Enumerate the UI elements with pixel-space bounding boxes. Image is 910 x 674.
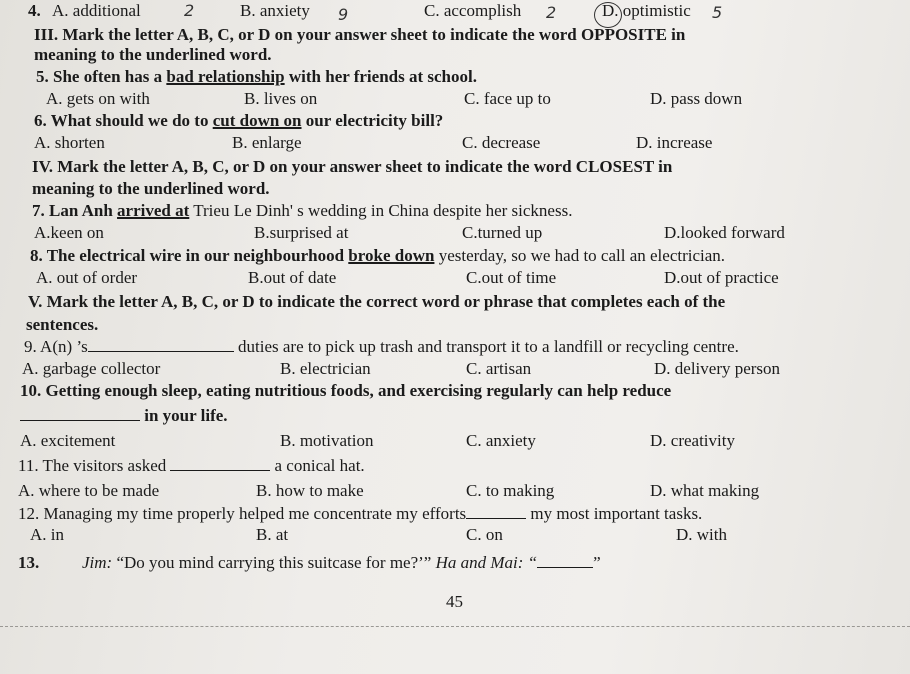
section-iii-heading: III. Mark the letter A, B, C, or D on your answer sheet to indicate the word OPPOSITE in xyxy=(34,25,686,44)
q8-option-c: C.out of time xyxy=(466,268,557,287)
q10-option-b: B. motivation xyxy=(280,431,374,450)
underlined-word: bad relationship xyxy=(166,67,285,86)
q7-option-b: B.surprised at xyxy=(254,223,349,242)
q10-stem-cont: in your life. xyxy=(0,405,910,429)
section-iv-heading: IV. Mark the letter A, B, C, or D on your answer sheet to indicate the word CLOSEST in xyxy=(32,157,673,176)
q8-options xyxy=(0,267,910,291)
q9-option-c: C. artisan xyxy=(466,359,532,378)
q9-option-b: B. electrician xyxy=(280,359,371,378)
q10-stem: 10. Getting enough sleep, eating nutritious foods, and exercising regularly can help reduce xyxy=(20,381,672,400)
q9-option-d: D. delivery person xyxy=(654,359,781,378)
q7-option-a: A.keen on xyxy=(34,223,104,242)
q13-number: 13. xyxy=(18,553,40,572)
section-iv-heading-cont: meaning to the underlined word. xyxy=(32,179,270,198)
q5-option-a: A. gets on with xyxy=(46,89,150,108)
handwritten-mark: 2 xyxy=(546,3,557,22)
q8-option-a: A. out of order xyxy=(36,268,138,287)
q6-options xyxy=(0,132,910,156)
q5-option-b: B. lives on xyxy=(244,89,318,108)
q4-option-a: A. additional xyxy=(52,1,141,20)
q10-options xyxy=(0,430,910,454)
q12-option-d: D. with xyxy=(676,525,727,544)
q8-option-d: D.out of practice xyxy=(664,268,779,287)
q11-option-c: C. to making xyxy=(466,481,555,500)
q4-option-b: B. anxiety xyxy=(240,1,310,20)
underlined-word: broke down xyxy=(348,246,435,265)
q4-option-d: D. optimistic xyxy=(602,1,691,20)
answer-blank xyxy=(170,456,270,471)
q9-stem: 9. A(n) ’s duties are to pick up trash and transport it to a landfill or recycling centre. xyxy=(24,337,739,356)
q7-option-c: C.turned up xyxy=(462,223,543,242)
q6-stem: 6. What should we do to cut down on our electricity bill? xyxy=(34,111,444,130)
q9-option-a: A. garbage collector xyxy=(22,359,161,378)
q5-option-d: D. pass down xyxy=(650,89,743,108)
handwritten-mark: 5 xyxy=(712,3,723,22)
handwritten-mark: 9 xyxy=(338,5,349,24)
q6-option-a: A. shorten xyxy=(34,133,105,152)
q11-option-d: D. what making xyxy=(650,481,760,500)
q5-option-c: C. face up to xyxy=(464,89,551,108)
q6-option-d: D. increase xyxy=(636,133,713,152)
q7-stem: 7. Lan Anh arrived at Trieu Le Dinh' s wedding in China despite her sickness. xyxy=(32,201,573,220)
q9-options xyxy=(0,358,910,382)
q11-options xyxy=(0,480,910,504)
q11-stem: 11. The visitors asked a conical hat. xyxy=(18,456,365,475)
q4-options xyxy=(0,0,910,24)
q6-option-c: C. decrease xyxy=(462,133,541,152)
q13-stem: 13. Jim: “Do you mind carrying this suitcase for me?’” Ha and Mai: “ ” xyxy=(18,553,601,572)
underlined-word: cut down on xyxy=(212,111,302,130)
q8-option-b: B.out of date xyxy=(248,268,337,287)
section-v-heading: V. Mark the letter A, B, C, or D to indicate the correct word or phrase that completes each of the xyxy=(28,292,726,311)
underlined-word: arrived at xyxy=(117,201,190,220)
q5-stem: 5. She often has a bad relationship with her friends at school. xyxy=(36,67,477,86)
answer-blank xyxy=(466,504,526,519)
q12-option-a: A. in xyxy=(30,525,64,544)
q11-option-b: B. how to make xyxy=(256,481,364,500)
q5-options xyxy=(0,88,910,112)
page-number: 45 xyxy=(446,592,463,611)
answer-blank xyxy=(88,337,234,352)
section-v-heading-cont: sentences. xyxy=(26,315,99,334)
q12-stem: 12. Managing my time properly helped me concentrate my efforts my most important tasks. xyxy=(18,504,703,523)
q10-option-d: D. creativity xyxy=(650,431,735,450)
handwritten-mark: 2 xyxy=(184,1,195,20)
answer-blank xyxy=(537,553,593,568)
q11-option-a: A. where to be made xyxy=(18,481,160,500)
q7-options xyxy=(0,222,910,246)
q7-option-d: D.looked forward xyxy=(664,223,785,242)
q12-option-b: B. at xyxy=(256,525,289,544)
q4-option-c: C. accomplish xyxy=(424,1,522,20)
q12-option-c: C. on xyxy=(466,525,503,544)
q8-stem: 8. The electrical wire in our neighbourhood broke down yesterday, so we had to call an electrician. xyxy=(30,246,726,265)
q12-options xyxy=(0,524,910,548)
q6-option-b: B. enlarge xyxy=(232,133,302,152)
q10-option-c: C. anxiety xyxy=(466,431,536,450)
section-iii-heading-cont: meaning to the underlined word. xyxy=(34,45,272,64)
q10-option-a: A. excitement xyxy=(20,431,116,450)
answer-blank xyxy=(20,406,140,421)
q4-number: 4. xyxy=(28,1,41,20)
page-divider xyxy=(0,626,910,627)
